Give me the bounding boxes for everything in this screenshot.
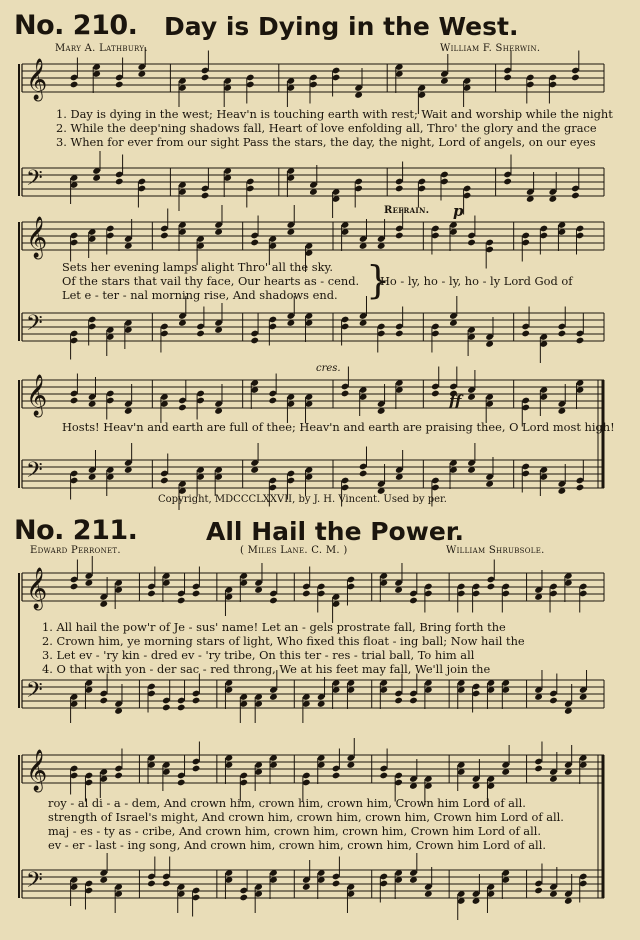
refrain-label: Refrain.: [384, 205, 430, 216]
verse-text: roy - al di - a - dem, And crown him, crown him, crown him, Crown him Lord of all.: [48, 796, 526, 810]
note-head: [571, 192, 580, 200]
note-head: [576, 337, 585, 345]
note-head: [192, 697, 201, 705]
hymn-211-verses-line-1: [42, 620, 525, 676]
note-head: [239, 894, 248, 902]
note-head: [394, 697, 403, 705]
note-head: [269, 597, 278, 605]
hymn-210-author: Mary A. Lathbury.: [55, 43, 148, 54]
hymn-211-composer: William Shrubsole.: [446, 545, 545, 556]
note-head: [114, 772, 123, 780]
note-head: [196, 330, 205, 338]
verse-text: 1. Day is dying in the west; Heav'n is touching earth with rest; Wait and worship while the night: [56, 107, 613, 121]
verse-text: 1. All hail the pow'r of Je - sus' name! Let an - gels prostrate fall, Bring forth the: [42, 620, 506, 634]
verse-text: Let e - ter - nal morning rise, And shadows end.: [62, 288, 338, 302]
note-head: [115, 178, 124, 186]
note-head: [467, 239, 476, 247]
note-head: [549, 697, 558, 705]
note-head: [534, 765, 543, 773]
note-head: [534, 887, 543, 895]
hymn-211-author: Edward Perronet.: [30, 545, 121, 556]
refrain-line-2: Hosts! Heav'n and earth are full of thee; Heav'n and earth are praising thee, O Lord most high!: [62, 420, 615, 434]
bass-clef: 𝄢: [26, 166, 43, 196]
note-head: [99, 697, 108, 705]
note-head: [70, 81, 79, 89]
note-head: [250, 239, 259, 247]
verse-text: 3. When for ever from our sight Pass the stars, the day, the night, Lord of angels, on our eyes: [56, 135, 596, 149]
note-head: [192, 590, 201, 598]
note-head: [431, 390, 440, 398]
bass-clef: 𝄢: [26, 311, 43, 341]
note-head: [521, 330, 530, 338]
verse-text: ev - er - last - ing song, And crown him, crown him, crown him, Crown him Lord of all.: [48, 838, 546, 852]
note-head: [70, 583, 79, 591]
verse-text: 2. Crown him, ye morning stars of light, Who fixed this float - ing ball; Now hail the: [42, 634, 525, 648]
verse-text: Sets her evening lamps alight Thro' all the sky.: [62, 260, 334, 274]
note-head: [558, 330, 567, 338]
note-head: [177, 779, 186, 787]
copyright-notice: Copyright, MDCCCLXXVII, by J. H. Vincent. Used by per.: [158, 494, 447, 505]
hymn-210-composer: William F. Sherwin.: [440, 43, 541, 54]
treble-clef: 𝄞: [26, 750, 48, 791]
note-head: [576, 484, 585, 492]
note-head: [160, 232, 169, 240]
hymn-210-verses-line-2: [62, 260, 359, 302]
verse-text: 4. O that with yon - der sac - red throng, We at his feet may fall, We'll join the: [42, 662, 491, 676]
note-head: [162, 880, 171, 888]
note-head: [160, 477, 169, 485]
dynamic-piano: p: [453, 202, 464, 220]
verse-brace: }: [366, 258, 391, 302]
dynamic-crescendo: cres.: [316, 363, 341, 374]
hymn-211-title: All Hail the Power.: [206, 517, 465, 546]
note-head: [162, 704, 171, 712]
hymn-210-number: No. 210.: [14, 10, 138, 41]
dynamic-fortissimo: ff: [449, 392, 462, 410]
note-head: [147, 880, 156, 888]
note-head: [302, 590, 311, 598]
note-head: [70, 397, 79, 405]
verse-text: strength of Israel's might, And crown him, crown him, crown him, Crown him Lord of all.: [48, 810, 564, 824]
hymn-210-verses-line-1: [56, 107, 613, 149]
note-head: [332, 772, 341, 780]
note-head: [409, 697, 418, 705]
note-head: [250, 337, 259, 345]
treble-clef: 𝄞: [26, 217, 48, 258]
note-head: [571, 74, 580, 82]
note-head: [268, 397, 277, 405]
note-head: [177, 704, 186, 712]
refrain-line-1: Ho - ly, ho - ly, ho - ly Lord God of: [380, 274, 573, 288]
note-head: [487, 583, 496, 591]
note-head: [395, 232, 404, 240]
note-head: [395, 185, 404, 193]
note-head: [192, 765, 201, 773]
verse-text: 3. Let ev - 'ry kin - dred ev - 'ry tribe, On this ter - res - trial ball, To him all: [42, 648, 475, 662]
note-head: [359, 470, 368, 478]
verse-text: Of the stars that vail thy face, Our hearts as - cend.: [62, 274, 360, 288]
note-head: [201, 192, 210, 200]
hymn-211-tune: ( Miles Lane. C. M. ): [240, 545, 348, 556]
note-head: [115, 81, 124, 89]
note-head: [409, 597, 418, 605]
hymn-211-verses-line-2: [48, 796, 564, 852]
note-head: [147, 590, 156, 598]
note-head: [503, 74, 512, 82]
bass-clef: 𝄢: [26, 458, 43, 488]
note-head: [201, 74, 210, 82]
note-head: [341, 390, 350, 398]
note-head: [503, 178, 512, 186]
hymn-210-title: Day is Dying in the West.: [164, 12, 519, 41]
note-head: [395, 330, 404, 338]
hymn-211-number: No. 211.: [14, 515, 138, 546]
treble-clef: 𝄞: [26, 568, 48, 609]
verse-text: maj - es - ty as - cribe, And crown him, crown him, crown him, Crown him Lord of all.: [48, 824, 541, 838]
bass-clef: 𝄢: [26, 678, 43, 708]
verse-text: 2. While the deep'ning shadows fall, Heart of love enfolding all, Thro' the glory and the grace: [56, 121, 597, 135]
treble-clef: 𝄞: [26, 59, 48, 100]
treble-clef: 𝄞: [26, 375, 48, 416]
note-head: [178, 404, 187, 412]
note-head: [177, 597, 186, 605]
bass-clef: 𝄢: [26, 868, 43, 898]
note-head: [379, 772, 388, 780]
note-head: [332, 880, 341, 888]
